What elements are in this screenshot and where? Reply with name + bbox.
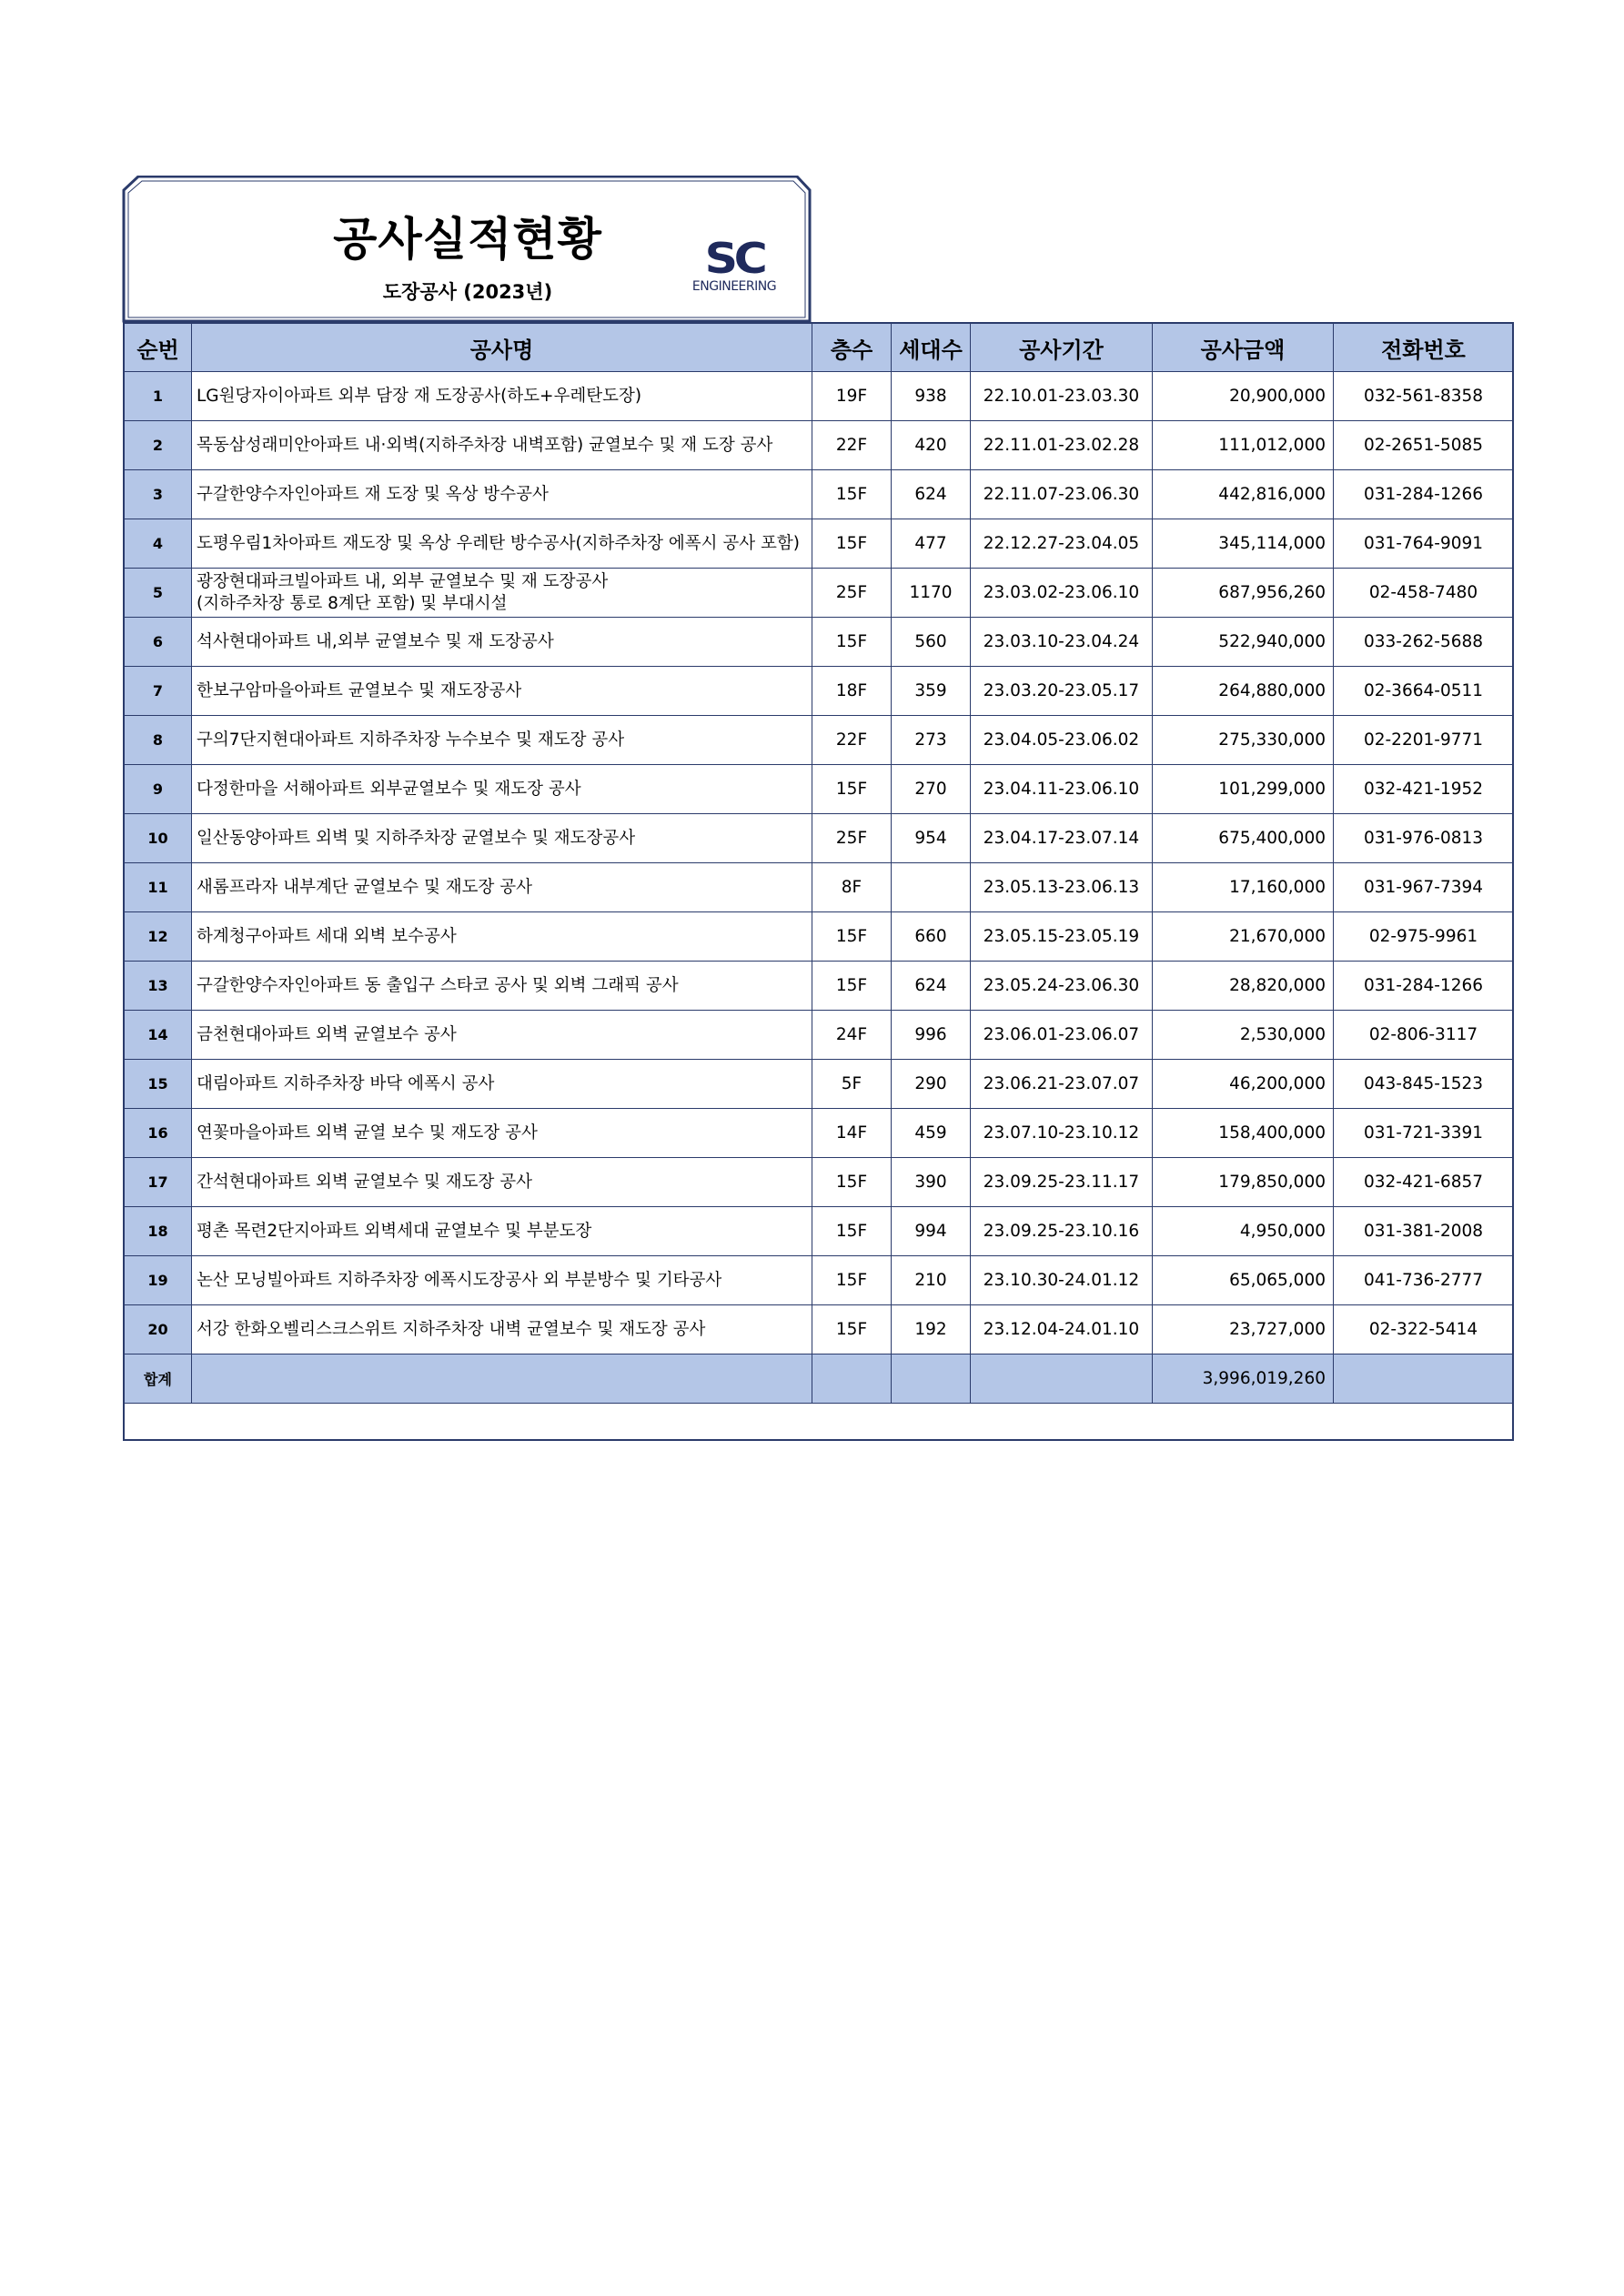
table-row (125, 716, 1514, 765)
floors-cell: 15F (812, 618, 892, 667)
column-header-period: 공사기간 (971, 324, 1153, 372)
table-row (125, 1256, 1514, 1305)
phone-cell: 02-2201-9771 (1334, 716, 1514, 765)
phone-cell: 041-736-2777 (1334, 1256, 1514, 1305)
phone-cell: 032-421-6857 (1334, 1158, 1514, 1207)
units-cell: 390 (892, 1158, 971, 1207)
units-cell: 273 (892, 716, 971, 765)
phone-cell: 02-3664-0511 (1334, 667, 1514, 716)
units-cell: 290 (892, 1060, 971, 1109)
amount-cell: 21,670,000 (1153, 912, 1334, 962)
project-name: LG원당자이아파트 외부 담장 재 도장공사(하도+우레탄도장) (192, 372, 812, 421)
period-cell: 23.07.10-23.10.12 (971, 1109, 1153, 1158)
amount-cell: 17,160,000 (1153, 863, 1334, 912)
row-number: 6 (125, 618, 192, 667)
units-cell: 359 (892, 667, 971, 716)
row-number: 18 (125, 1207, 192, 1256)
period-cell: 22.12.27-23.04.05 (971, 519, 1153, 569)
units-cell: 477 (892, 519, 971, 569)
table-row (125, 1207, 1514, 1256)
floors-cell: 8F (812, 863, 892, 912)
total-empty-cell (892, 1354, 971, 1404)
table-row (125, 421, 1514, 470)
column-header-no: 순번 (125, 324, 192, 372)
row-number: 15 (125, 1060, 192, 1109)
amount-cell: 65,065,000 (1153, 1256, 1334, 1305)
project-name: 구갈한양수자인아파트 재 도장 및 옥상 방수공사 (192, 470, 812, 519)
amount-cell: 442,816,000 (1153, 470, 1334, 519)
period-cell: 23.04.17-23.07.14 (971, 814, 1153, 863)
units-cell (892, 863, 971, 912)
amount-cell: 23,727,000 (1153, 1305, 1334, 1354)
floors-cell: 15F (812, 1207, 892, 1256)
row-number: 2 (125, 421, 192, 470)
table-row (125, 372, 1514, 421)
period-cell: 23.05.24-23.06.30 (971, 962, 1153, 1011)
total-amount: 3,996,019,260 (1153, 1354, 1334, 1404)
amount-cell: 179,850,000 (1153, 1158, 1334, 1207)
phone-cell: 043-845-1523 (1334, 1060, 1514, 1109)
project-name: 도평우림1차아파트 재도장 및 옥상 우레탄 방수공사(지하주차장 에폭시 공사 포함) (192, 519, 812, 569)
table-row (125, 912, 1514, 962)
floors-cell: 15F (812, 470, 892, 519)
table-row (125, 667, 1514, 716)
project-name: 일산동양아파트 외벽 및 지하주차장 균열보수 및 재도장공사 (192, 814, 812, 863)
phone-cell: 02-806-3117 (1334, 1011, 1514, 1060)
amount-cell: 28,820,000 (1153, 962, 1334, 1011)
units-cell: 1170 (892, 569, 971, 618)
units-cell: 994 (892, 1207, 971, 1256)
phone-cell: 031-721-3391 (1334, 1109, 1514, 1158)
period-cell: 23.09.25-23.10.16 (971, 1207, 1153, 1256)
amount-cell: 345,114,000 (1153, 519, 1334, 569)
table-row (125, 1011, 1514, 1060)
floors-cell: 15F (812, 1305, 892, 1354)
units-cell: 624 (892, 962, 971, 1011)
period-cell: 23.03.02-23.06.10 (971, 569, 1153, 618)
period-cell: 22.11.01-23.02.28 (971, 421, 1153, 470)
amount-cell: 264,880,000 (1153, 667, 1334, 716)
table-row (125, 1158, 1514, 1207)
row-number: 19 (125, 1256, 192, 1305)
logo-mark: SC (704, 234, 764, 283)
total-row (125, 1354, 1514, 1404)
units-cell: 459 (892, 1109, 971, 1158)
row-number: 7 (125, 667, 192, 716)
project-name: 하계청구아파트 세대 외벽 보수공사 (192, 912, 812, 962)
row-number: 10 (125, 814, 192, 863)
period-cell: 23.04.05-23.06.02 (971, 716, 1153, 765)
units-cell: 192 (892, 1305, 971, 1354)
project-name: 목동삼성래미안아파트 내·외벽(지하주차장 내벽포함) 균열보수 및 재 도장 공사 (192, 421, 812, 470)
project-name-line: 광장현대파크빌아파트 내, 외부 균열보수 및 재 도장공사 (197, 571, 609, 591)
row-number: 13 (125, 962, 192, 1011)
phone-cell: 031-967-7394 (1334, 863, 1514, 912)
project-name: 대림아파트 지하주차장 바닥 에폭시 공사 (192, 1060, 812, 1109)
period-cell: 23.06.21-23.07.07 (971, 1060, 1153, 1109)
table-row (125, 863, 1514, 912)
phone-cell: 02-975-9961 (1334, 912, 1514, 962)
table-body (125, 372, 1514, 1354)
total-empty-cell (971, 1354, 1153, 1404)
project-name: 새롬프라자 내부계단 균열보수 및 재도장 공사 (192, 863, 812, 912)
page-title: 공사실적현황 (333, 213, 602, 266)
floors-cell: 15F (812, 765, 892, 814)
floors-cell: 15F (812, 1256, 892, 1305)
phone-cell: 033-262-5688 (1334, 618, 1514, 667)
total-empty-cell (1334, 1354, 1514, 1404)
row-number: 1 (125, 372, 192, 421)
company-logo (684, 234, 784, 301)
project-name: 한보구암마을아파트 균열보수 및 재도장공사 (192, 667, 812, 716)
amount-cell: 4,950,000 (1153, 1207, 1334, 1256)
row-number: 5 (125, 569, 192, 618)
records-table (124, 323, 1514, 1404)
table-header-row (125, 324, 1514, 372)
row-number: 9 (125, 765, 192, 814)
project-name: 연꽃마을아파트 외벽 균열 보수 및 재도장 공사 (192, 1109, 812, 1158)
project-name: 논산 모닝빌아파트 지하주차장 에폭시도장공사 외 부분방수 및 기타공사 (192, 1256, 812, 1305)
period-cell: 23.03.20-23.05.17 (971, 667, 1153, 716)
project-name: 간석현대아파트 외벽 균열보수 및 재도장 공사 (192, 1158, 812, 1207)
page-subtitle: 도장공사 (2023년) (382, 281, 553, 303)
project-name: 다정한마을 서해아파트 외부균열보수 및 재도장 공사 (192, 765, 812, 814)
period-cell: 23.05.15-23.05.19 (971, 912, 1153, 962)
column-header-amount: 공사금액 (1153, 324, 1334, 372)
table-row (125, 765, 1514, 814)
project-name: 서강 한화오벨리스크스위트 지하주차장 내벽 균열보수 및 재도장 공사 (192, 1305, 812, 1354)
phone-cell: 031-976-0813 (1334, 814, 1514, 863)
column-header-floors: 층수 (812, 324, 892, 372)
row-number: 4 (125, 519, 192, 569)
total-empty-cell (812, 1354, 892, 1404)
phone-cell: 032-421-1952 (1334, 765, 1514, 814)
row-number: 16 (125, 1109, 192, 1158)
column-header-units: 세대수 (892, 324, 971, 372)
period-cell: 23.10.30-24.01.12 (971, 1256, 1153, 1305)
table-row (125, 814, 1514, 863)
table-row (125, 519, 1514, 569)
row-number: 20 (125, 1305, 192, 1354)
row-number: 14 (125, 1011, 192, 1060)
units-cell: 560 (892, 618, 971, 667)
units-cell: 270 (892, 765, 971, 814)
floors-cell: 15F (812, 912, 892, 962)
floors-cell: 22F (812, 421, 892, 470)
floors-cell: 24F (812, 1011, 892, 1060)
table-row (125, 1060, 1514, 1109)
table-row (125, 470, 1514, 519)
project-name: 구의7단지현대아파트 지하주차장 누수보수 및 재도장 공사 (192, 716, 812, 765)
units-cell: 624 (892, 470, 971, 519)
column-header-phone: 전화번호 (1334, 324, 1514, 372)
row-number: 11 (125, 863, 192, 912)
units-cell: 210 (892, 1256, 971, 1305)
floors-cell: 25F (812, 569, 892, 618)
floors-cell: 25F (812, 814, 892, 863)
table-row (125, 962, 1514, 1011)
logo-text: ENGINEERING (691, 279, 777, 294)
period-cell: 23.05.13-23.06.13 (971, 863, 1153, 912)
floors-cell: 22F (812, 716, 892, 765)
units-cell: 996 (892, 1011, 971, 1060)
floors-cell: 15F (812, 962, 892, 1011)
units-cell: 420 (892, 421, 971, 470)
table-row (125, 618, 1514, 667)
floors-cell: 15F (812, 1158, 892, 1207)
row-number: 12 (125, 912, 192, 962)
total-label: 합계 (125, 1354, 192, 1404)
row-number: 3 (125, 470, 192, 519)
phone-cell: 032-561-8358 (1334, 372, 1514, 421)
phone-cell: 02-322-5414 (1334, 1305, 1514, 1354)
amount-cell: 101,299,000 (1153, 765, 1334, 814)
column-header-name: 공사명 (192, 324, 812, 372)
floors-cell: 19F (812, 372, 892, 421)
project-name (192, 569, 812, 618)
project-name: 금천현대아파트 외벽 균열보수 공사 (192, 1011, 812, 1060)
amount-cell: 675,400,000 (1153, 814, 1334, 863)
project-name: 평촌 목련2단지아파트 외벽세대 균열보수 및 부분도장 (192, 1207, 812, 1256)
amount-cell: 158,400,000 (1153, 1109, 1334, 1158)
table-row (125, 1109, 1514, 1158)
floors-cell: 5F (812, 1060, 892, 1109)
phone-cell: 031-764-9091 (1334, 519, 1514, 569)
amount-cell: 275,330,000 (1153, 716, 1334, 765)
amount-cell: 2,530,000 (1153, 1011, 1334, 1060)
floors-cell: 14F (812, 1109, 892, 1158)
document-header (122, 176, 810, 321)
period-cell: 23.06.01-23.06.07 (971, 1011, 1153, 1060)
table-row (125, 569, 1514, 618)
phone-cell: 031-381-2008 (1334, 1207, 1514, 1256)
total-empty-cell (192, 1354, 812, 1404)
period-cell: 22.10.01-23.03.30 (971, 372, 1153, 421)
project-name-line: (지하주차장 통로 8계단 포함) 및 부대시설 (197, 593, 508, 613)
project-name: 구갈한양수자인아파트 동 출입구 스타코 공사 및 외벽 그래픽 공사 (192, 962, 812, 1011)
amount-cell: 522,940,000 (1153, 618, 1334, 667)
project-name: 석사현대아파트 내,외부 균열보수 및 재 도장공사 (192, 618, 812, 667)
floors-cell: 18F (812, 667, 892, 716)
phone-cell: 031-284-1266 (1334, 470, 1514, 519)
phone-cell: 031-284-1266 (1334, 962, 1514, 1011)
period-cell: 22.11.07-23.06.30 (971, 470, 1153, 519)
amount-cell: 20,900,000 (1153, 372, 1334, 421)
row-number: 17 (125, 1158, 192, 1207)
units-cell: 660 (892, 912, 971, 962)
phone-cell: 02-2651-5085 (1334, 421, 1514, 470)
amount-cell: 46,200,000 (1153, 1060, 1334, 1109)
period-cell: 23.12.04-24.01.10 (971, 1305, 1153, 1354)
floors-cell: 15F (812, 519, 892, 569)
table-row (125, 1305, 1514, 1354)
period-cell: 23.03.10-23.04.24 (971, 618, 1153, 667)
phone-cell: 02-458-7480 (1334, 569, 1514, 618)
period-cell: 23.09.25-23.11.17 (971, 1158, 1153, 1207)
units-cell: 938 (892, 372, 971, 421)
amount-cell: 687,956,260 (1153, 569, 1334, 618)
period-cell: 23.04.11-23.06.10 (971, 765, 1153, 814)
amount-cell: 111,012,000 (1153, 421, 1334, 470)
units-cell: 954 (892, 814, 971, 863)
row-number: 8 (125, 716, 192, 765)
